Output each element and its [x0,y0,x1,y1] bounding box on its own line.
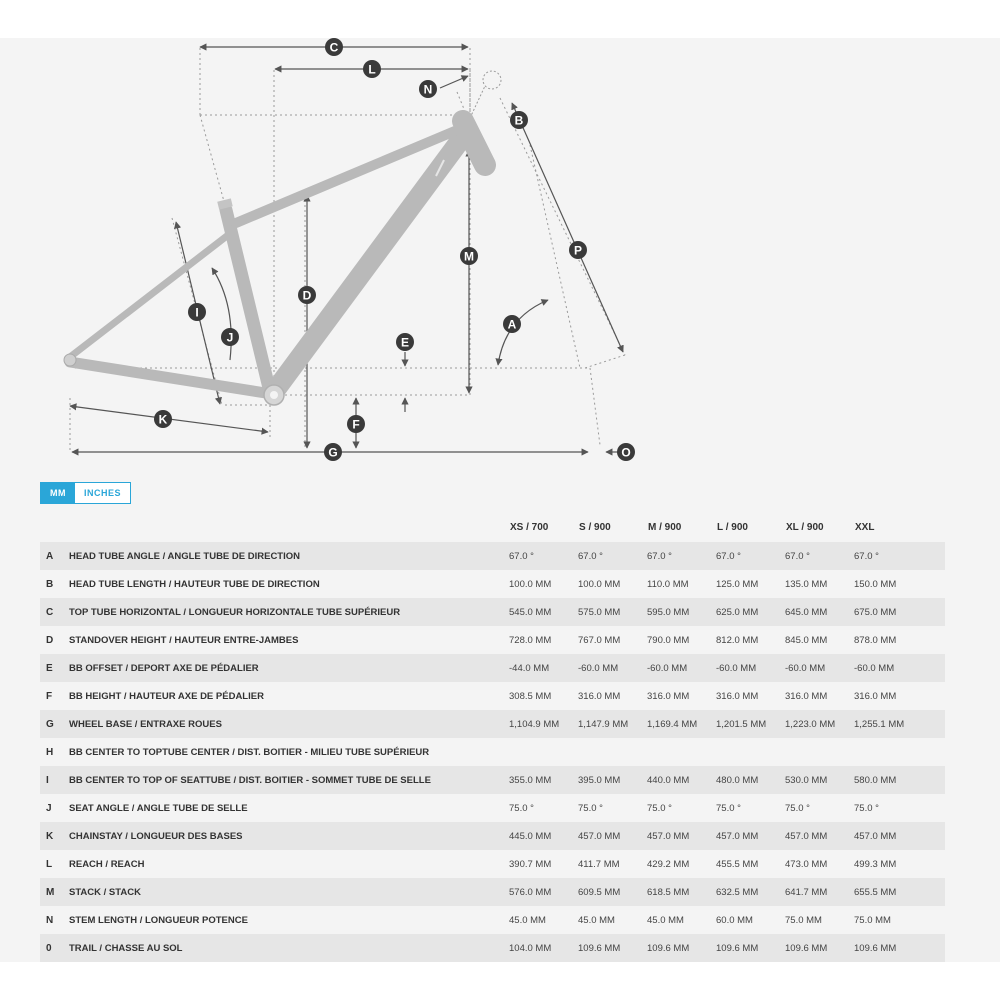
row-value [647,738,716,766]
row-value: 440.0 MM [647,766,716,794]
row-letter: M [40,878,69,906]
table-row [40,542,945,570]
row-value: 100.0 MM [578,570,647,598]
row-value: 60.0 MM [716,906,785,934]
row-value: 1,104.9 MM [509,710,578,738]
row-letter: H [40,738,69,766]
svg-text:J: J [226,330,234,345]
row-value: 1,255.1 MM [854,710,945,738]
svg-text:B: B [514,113,524,128]
svg-text:F: F [352,417,360,432]
row-value: 767.0 MM [578,626,647,654]
guide-lines [70,48,625,450]
row-value [578,738,647,766]
row-value: 104.0 MM [509,934,578,962]
row-value: 457.0 MM [785,822,854,850]
svg-text:O: O [621,445,631,460]
row-label: STANDOVER HEIGHT / HAUTEUR ENTRE-JAMBES [69,626,509,654]
row-value: 411.7 MM [578,850,647,878]
table-row [40,822,945,850]
row-value: 109.6 MM [716,934,785,962]
marker-i [188,303,206,321]
row-value [716,738,785,766]
table-row [40,738,945,766]
svg-text:I: I [195,305,199,320]
row-value: 110.0 MM [647,570,716,598]
row-value: 625.0 MM [716,598,785,626]
marker-a [503,315,521,333]
size-header: XS / 700 [510,521,549,533]
row-value: 445.0 MM [509,822,578,850]
row-value: 457.0 MM [578,822,647,850]
row-value: 545.0 MM [509,598,578,626]
row-value [785,738,854,766]
row-value: 473.0 MM [785,850,854,878]
svg-text:L: L [368,62,376,77]
table-row [40,794,945,822]
row-value: 1,201.5 MM [716,710,785,738]
marker-c [325,38,343,56]
row-label: REACH / REACH [69,850,509,878]
row-value: 455.5 MM [716,850,785,878]
row-value: 75.0 ° [785,794,854,822]
marker-n [419,80,437,98]
row-value: 1,169.4 MM [647,710,716,738]
unit-toggle[interactable] [40,482,131,504]
row-value: 429.2 MM [647,850,716,878]
size-header: M / 900 [648,521,682,533]
marker-k [154,410,172,428]
row-letter: J [40,794,69,822]
svg-text:D: D [302,288,312,303]
row-value: 75.0 ° [854,794,945,822]
row-value: 645.0 MM [785,598,854,626]
row-value: 45.0 MM [578,906,647,934]
row-value: 125.0 MM [716,570,785,598]
row-value: 845.0 MM [785,626,854,654]
table-row [40,654,945,682]
marker-d [298,286,316,304]
row-letter: D [40,626,69,654]
table-row [40,682,945,710]
table-header-row [40,512,945,542]
row-value: 641.7 MM [785,878,854,906]
row-value: 308.5 MM [509,682,578,710]
row-value: 109.6 MM [785,934,854,962]
marker-p [569,241,587,259]
size-header: S / 900 [579,521,611,533]
row-label: BB HEIGHT / HAUTEUR AXE DE PÉDALIER [69,682,509,710]
row-label: STACK / STACK [69,878,509,906]
row-value: 878.0 MM [854,626,945,654]
row-value: 67.0 ° [509,542,578,570]
row-value: 109.6 MM [647,934,716,962]
row-label: SEAT ANGLE / ANGLE TUBE DE SELLE [69,794,509,822]
row-letter: I [40,766,69,794]
row-value: 618.5 MM [647,878,716,906]
row-value: 655.5 MM [854,878,945,906]
row-value: 67.0 ° [854,542,945,570]
table-row [40,570,945,598]
row-value: 75.0 ° [578,794,647,822]
svg-text:E: E [400,335,410,350]
row-value: 45.0 MM [647,906,716,934]
marker-o [617,443,635,461]
row-value: 457.0 MM [647,822,716,850]
row-value: 457.0 MM [716,822,785,850]
row-letter: C [40,598,69,626]
row-value: 576.0 MM [509,878,578,906]
row-value: 395.0 MM [578,766,647,794]
row-label: BB CENTER TO TOP OF SEATTUBE / DIST. BOITIER - SOMMET TUBE DE SELLE [69,766,509,794]
bike-frame [70,121,485,394]
row-value [854,738,945,766]
marker-j [221,328,239,346]
row-value: 790.0 MM [647,626,716,654]
stem-sketch [470,71,501,118]
row-value: 67.0 ° [647,542,716,570]
svg-text:P: P [573,243,583,258]
header-label [69,512,509,542]
dimension-lines [70,47,623,452]
marker-f [347,415,365,433]
row-label: BB OFFSET / DEPORT AXE DE PÉDALIER [69,654,509,682]
row-value: 45.0 MM [509,906,578,934]
row-value: 675.0 MM [854,598,945,626]
row-value: 355.0 MM [509,766,578,794]
unit-inches-button[interactable]: INCHES [75,483,130,503]
svg-text:N: N [423,82,433,97]
row-value: 75.0 ° [716,794,785,822]
row-value: -60.0 MM [716,654,785,682]
row-value: 316.0 MM [854,682,945,710]
frame-geometry-diagram [0,38,1000,468]
svg-text:K: K [158,412,168,427]
svg-text:G: G [328,445,338,460]
row-label: BB CENTER TO TOPTUBE CENTER / DIST. BOITIER - MILIEU TUBE SUPÉRIEUR [69,738,509,766]
row-letter: G [40,710,69,738]
row-value: 580.0 MM [854,766,945,794]
header-letter [40,512,69,542]
row-letter: A [40,542,69,570]
row-value: -60.0 MM [647,654,716,682]
row-value: 575.0 MM [578,598,647,626]
dimension-markers [154,38,635,461]
table-row [40,878,945,906]
table-row [40,626,945,654]
row-value: 75.0 ° [509,794,578,822]
row-value: -44.0 MM [509,654,578,682]
row-value: 100.0 MM [509,570,578,598]
row-value: 480.0 MM [716,766,785,794]
row-label: TRAIL / CHASSE AU SOL [69,934,509,962]
geometry-table-body [40,542,945,962]
geometry-table [40,512,945,962]
svg-text:M: M [464,249,474,264]
table-row [40,906,945,934]
row-value: 499.3 MM [854,850,945,878]
svg-text:A: A [507,317,517,332]
row-value: 595.0 MM [647,598,716,626]
row-label: TOP TUBE HORIZONTAL / LONGUEUR HORIZONTALE TUBE SUPÉRIEUR [69,598,509,626]
row-value: 390.7 MM [509,850,578,878]
row-value: 530.0 MM [785,766,854,794]
row-letter: B [40,570,69,598]
row-letter: E [40,654,69,682]
row-value: 109.6 MM [578,934,647,962]
row-value: 75.0 MM [785,906,854,934]
marker-g [324,443,342,461]
unit-mm-button[interactable]: MM [41,483,75,503]
table-row [40,850,945,878]
row-value: 728.0 MM [509,626,578,654]
row-label: HEAD TUBE LENGTH / HAUTEUR TUBE DE DIRECTION [69,570,509,598]
row-value: 609.5 MM [578,878,647,906]
row-label: WHEEL BASE / ENTRAXE ROUES [69,710,509,738]
marker-b [510,111,528,129]
row-value: -60.0 MM [785,654,854,682]
row-value: 67.0 ° [785,542,854,570]
row-value: 150.0 MM [854,570,945,598]
row-value: 316.0 MM [578,682,647,710]
row-letter: L [40,850,69,878]
row-value: 316.0 MM [785,682,854,710]
marker-m [460,247,478,265]
row-value: -60.0 MM [578,654,647,682]
table-row [40,710,945,738]
row-value: 67.0 ° [578,542,647,570]
svg-text:C: C [329,40,339,55]
row-value: -60.0 MM [854,654,945,682]
row-label: HEAD TUBE ANGLE / ANGLE TUBE DE DIRECTION [69,542,509,570]
row-value: 75.0 MM [854,906,945,934]
size-header: XXL [855,521,875,533]
row-value: 812.0 MM [716,626,785,654]
table-row [40,598,945,626]
row-value: 316.0 MM [647,682,716,710]
row-letter: N [40,906,69,934]
row-value: 75.0 ° [647,794,716,822]
row-label: STEM LENGTH / LONGUEUR POTENCE [69,906,509,934]
row-value: 109.6 MM [854,934,945,962]
row-value: 1,223.0 MM [785,710,854,738]
table-row [40,934,945,962]
row-letter: K [40,822,69,850]
table-row [40,766,945,794]
size-header: L / 900 [717,521,748,533]
size-header: XL / 900 [786,521,824,533]
row-label: CHAINSTAY / LONGUEUR DES BASES [69,822,509,850]
row-value: 1,147.9 MM [578,710,647,738]
row-value [509,738,578,766]
row-value: 457.0 MM [854,822,945,850]
marker-l [363,60,381,78]
marker-e [396,333,414,351]
row-value: 632.5 MM [716,878,785,906]
row-letter: F [40,682,69,710]
row-letter: 0 [40,934,69,962]
row-value: 67.0 ° [716,542,785,570]
row-value: 316.0 MM [716,682,785,710]
row-value: 135.0 MM [785,570,854,598]
